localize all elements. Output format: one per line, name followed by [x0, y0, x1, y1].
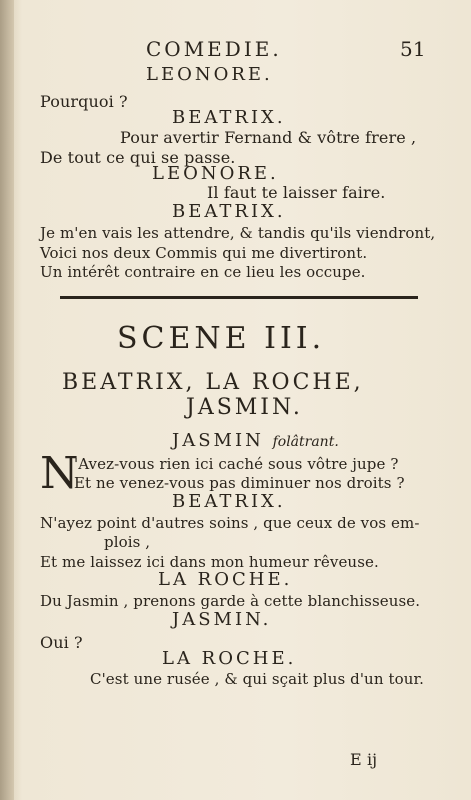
verse-line: N'ayez point d'autres soins , que ceux de vos em- — [40, 514, 420, 532]
scene-characters: JASMIN. — [186, 395, 303, 420]
verse-line: Et me laissez ici dans mon humeur rêveuse. — [40, 553, 379, 571]
speaker-label: JASMIN — [172, 430, 264, 451]
scene-characters: BEATRIX, LA ROCHE, — [62, 370, 364, 395]
speaker-name: LEONORE. — [152, 163, 279, 184]
verse-line: 'Avez-vous rien ici caché sous vôtre jupe ? — [74, 455, 399, 473]
verse-line: Il faut te laisser faire. — [207, 183, 386, 202]
drop-cap: N — [40, 448, 79, 499]
verse-line: Pour avertir Fernand & vôtre frere , — [120, 128, 417, 147]
section-rule — [60, 296, 418, 299]
speaker-name: LEONORE. — [146, 64, 273, 85]
speaker-name: BEATRIX. — [172, 107, 286, 128]
speaker-name — [172, 432, 339, 451]
speaker-name: BEATRIX. — [172, 201, 286, 222]
running-title: COMEDIE. — [146, 37, 282, 61]
speaker-name: LA ROCHE. — [158, 569, 293, 590]
verse-line: Et ne venez-vous pas diminuer nos droits ? — [74, 474, 405, 492]
verse-line: C'est une rusée , & qui sçait plus d'un tour. — [90, 670, 424, 688]
speaker-name: BEATRIX. — [172, 491, 286, 512]
verse-line: Oui ? — [40, 633, 83, 652]
verse-line: De tout ce qui se passe. — [40, 148, 236, 167]
verse-line: Un intérêt contraire en ce lieu les occupe. — [40, 263, 366, 281]
stage-direction: folâtrant. — [272, 434, 339, 450]
verse-line: Du Jasmin , prenons garde à cette blanchisseuse. — [40, 592, 421, 610]
verse-line: Je m'en vais les attendre, & tandis qu'ils viendront, — [40, 224, 436, 242]
verse-line: Pourquoi ? — [40, 92, 128, 111]
speaker-name: JASMIN. — [172, 609, 272, 630]
verse-line: plois , — [104, 533, 151, 551]
speaker-name: LA ROCHE. — [162, 648, 297, 669]
page-gutter — [0, 0, 14, 800]
signature-mark: E ij — [350, 750, 378, 769]
verse-line: Voici nos deux Commis qui me divertiront. — [40, 244, 368, 262]
scene-heading: SCENE III. — [117, 321, 326, 356]
page-number: 51 — [400, 37, 426, 61]
